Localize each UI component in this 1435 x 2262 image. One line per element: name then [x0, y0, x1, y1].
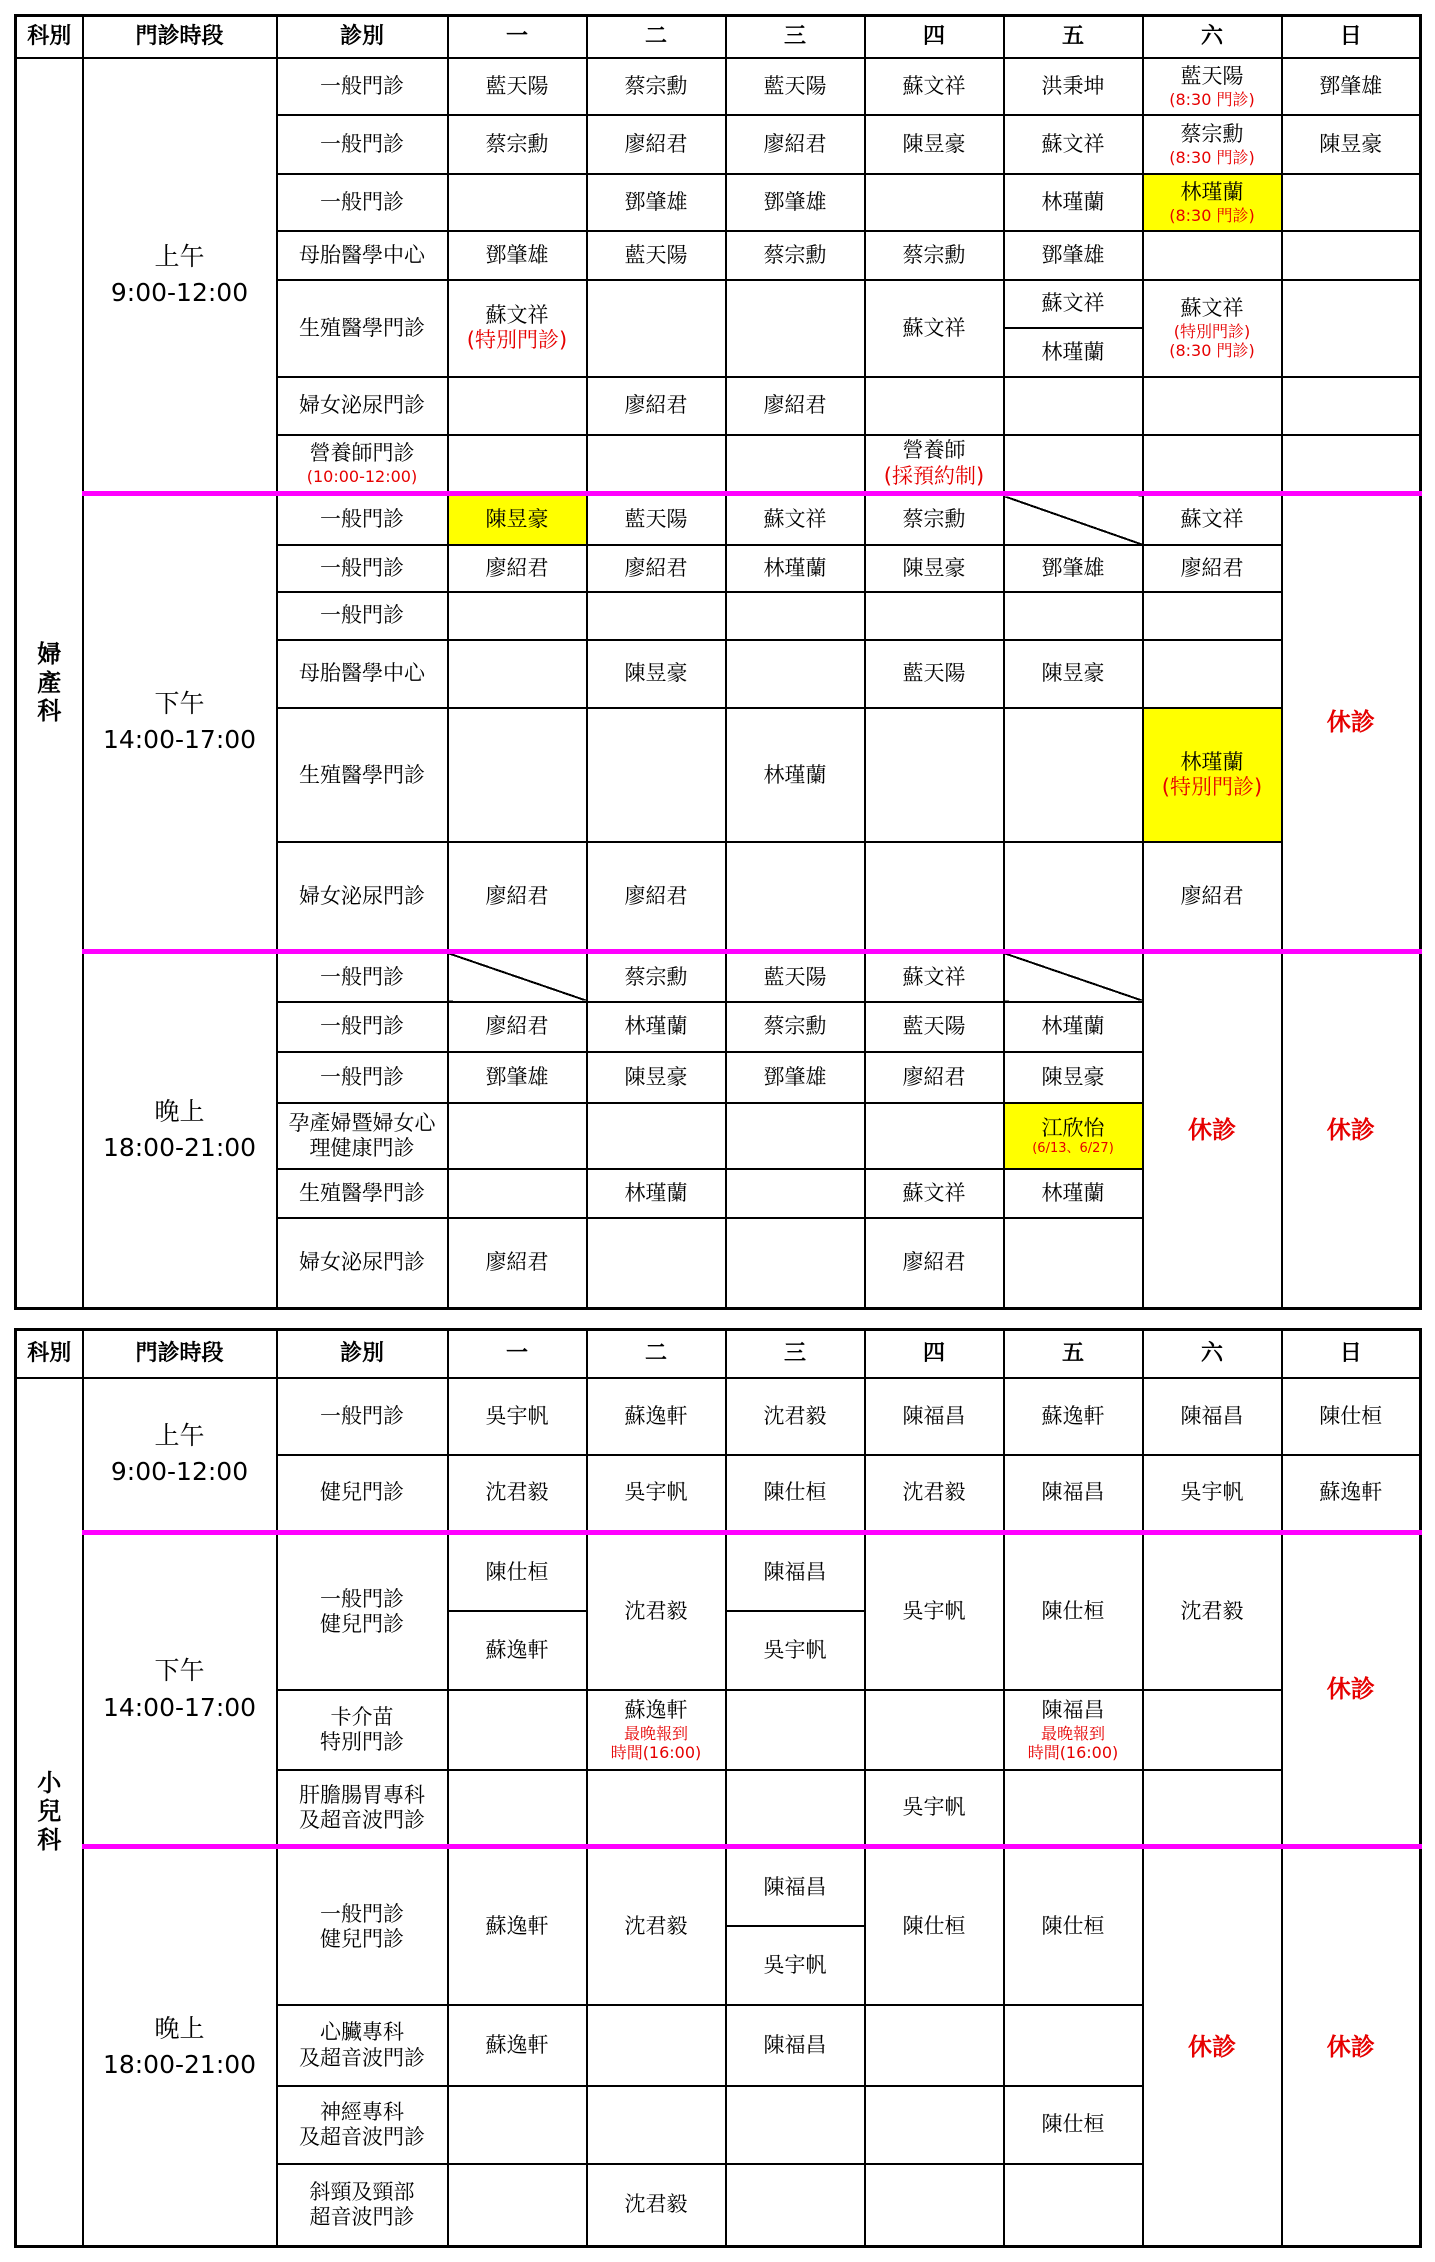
empty-cell — [865, 174, 1004, 231]
header-row — [16, 1330, 1421, 1378]
doctor-cell: 蘇文祥 — [1004, 115, 1143, 173]
period-pm: 下午 14:00-17:00 — [83, 1532, 277, 1846]
clinic-label: 一般門診 — [277, 592, 448, 639]
doctor-cell: 藍天陽 — [448, 58, 587, 115]
doctor-cell: 蔡宗勳 — [448, 115, 587, 173]
header-period: 門診時段 — [83, 16, 277, 58]
header-day-fri: 五 — [1004, 1330, 1143, 1378]
doctor-cell: 藍天陽 — [726, 951, 865, 1001]
doctor-cell: 蘇文祥 — [865, 280, 1004, 377]
header-day-fri: 五 — [1004, 16, 1143, 58]
table-row — [16, 951, 1421, 1001]
empty-cell — [1004, 842, 1143, 951]
empty-cell — [1004, 2005, 1143, 2085]
empty-cell — [448, 174, 587, 231]
doctor-cell: 蘇文祥 (特別門診) (8:30 門診) — [1143, 280, 1282, 377]
doctor-cell: 陳昱豪 — [865, 115, 1004, 173]
doctor-cell: 陳福昌 — [1143, 1378, 1282, 1455]
empty-cell — [587, 280, 726, 377]
doctor-cell-highlighted: 陳昱豪 — [448, 494, 587, 545]
doctor-cell: 廖紹君 — [448, 1218, 587, 1309]
doctor-cell: 林瑾蘭 — [1004, 174, 1143, 231]
header-day-tue: 二 — [587, 16, 726, 58]
doctor-cell: 陳仕桓 — [1282, 1378, 1421, 1455]
empty-cell — [865, 377, 1004, 435]
doctor-cell: 沈君毅 — [448, 1455, 587, 1532]
header-day-thu: 四 — [865, 1330, 1004, 1378]
empty-cell — [865, 1103, 1004, 1170]
doctor-cell: 蘇文祥 (特別門診) — [448, 280, 587, 377]
empty-cell — [1282, 231, 1421, 279]
doctor-cell: 林瑾蘭 — [726, 545, 865, 592]
clinic-label: 母胎醫學中心 — [277, 231, 448, 279]
closed-cell: 休診 — [1282, 494, 1421, 952]
doctor-cell: 營養師 (採預約制) — [865, 435, 1004, 493]
doctor-cell: 陳福昌 最晚報到 時間(16:00) — [1004, 1690, 1143, 1770]
empty-cell — [1143, 1770, 1282, 1846]
empty-cell — [1004, 435, 1143, 493]
doctor-cell: 蘇文祥 — [726, 494, 865, 545]
doctor-cell: 蔡宗勳 (8:30 門診) — [1143, 115, 1282, 173]
doctor-cell: 廖紹君 — [587, 545, 726, 592]
doctor-cell: 陳仕桓 — [448, 1532, 587, 1610]
doctor-cell: 陳福昌 — [726, 2005, 865, 2085]
doctor-cell: 廖紹君 — [726, 377, 865, 435]
doctor-cell: 藍天陽 — [587, 231, 726, 279]
doctor-cell: 洪秉坤 — [1004, 58, 1143, 115]
clinic-label: 婦女泌尿門診 — [277, 377, 448, 435]
doctor-cell: 陳仕桓 — [1004, 1532, 1143, 1690]
empty-cell — [448, 640, 587, 709]
doctor-cell-highlighted: 林瑾蘭 (8:30 門診) — [1143, 174, 1282, 231]
empty-cell — [1004, 1218, 1143, 1309]
empty-cell — [448, 2164, 587, 2246]
doctor-cell: 陳福昌 — [865, 1378, 1004, 1455]
doctor-cell: 蘇逸軒 — [448, 1847, 587, 2006]
doctor-cell: 陳仕桓 — [865, 1847, 1004, 2006]
header-day-wed: 三 — [726, 1330, 865, 1378]
doctor-cell: 沈君毅 — [587, 2164, 726, 2246]
empty-cell — [587, 435, 726, 493]
empty-cell — [726, 1770, 865, 1846]
doctor-cell: 吳宇帆 — [448, 1378, 587, 1455]
empty-cell — [726, 435, 865, 493]
clinic-label: 一般門診 — [277, 174, 448, 231]
doctor-cell: 林瑾蘭 — [1004, 328, 1143, 376]
clinic-label: 一般門診 — [277, 494, 448, 545]
empty-cell — [1004, 2164, 1143, 2246]
period-pm: 下午 14:00-17:00 — [83, 494, 277, 952]
doctor-cell: 林瑾蘭 — [726, 708, 865, 842]
doctor-cell: 陳昱豪 — [865, 545, 1004, 592]
table-row — [16, 58, 1421, 115]
clinic-label: 一般門診 健兒門診 — [277, 1847, 448, 2006]
doctor-cell: 廖紹君 — [448, 1002, 587, 1052]
doctor-cell: 廖紹君 — [1143, 842, 1282, 951]
empty-cell — [1004, 377, 1143, 435]
empty-cell — [865, 842, 1004, 951]
empty-cell — [587, 2086, 726, 2164]
period-am: 上午 9:00-12:00 — [83, 58, 277, 494]
doctor-cell: 鄧肇雄 — [587, 174, 726, 231]
doctor-cell: 陳福昌 — [726, 1532, 865, 1610]
doctor-cell: 沈君毅 — [587, 1847, 726, 2006]
doctor-cell: 林瑾蘭 — [1004, 1169, 1143, 1217]
empty-cell — [448, 1103, 587, 1170]
empty-cell — [448, 592, 587, 639]
empty-cell — [1004, 592, 1143, 639]
doctor-cell: 沈君毅 — [1143, 1532, 1282, 1690]
doctor-cell: 蔡宗勳 — [587, 58, 726, 115]
empty-cell — [448, 377, 587, 435]
clinic-label: 一般門診 — [277, 545, 448, 592]
doctor-cell: 蔡宗勳 — [587, 951, 726, 1001]
header-day-sun: 日 — [1282, 16, 1421, 58]
empty-cell — [1143, 1690, 1282, 1770]
doctor-cell: 藍天陽 — [865, 1002, 1004, 1052]
header-clinic: 診別 — [277, 16, 448, 58]
empty-cell — [726, 1218, 865, 1309]
doctor-cell: 蘇文祥 — [865, 951, 1004, 1001]
empty-cell — [587, 1218, 726, 1309]
doctor-cell: 鄧肇雄 — [726, 1052, 865, 1102]
empty-cell — [726, 1169, 865, 1217]
table-row — [16, 1847, 1421, 1926]
clinic-label: 孕產婦暨婦女心 理健康門診 — [277, 1103, 448, 1170]
doctor-cell: 吳宇帆 — [587, 1455, 726, 1532]
header-clinic: 診別 — [277, 1330, 448, 1378]
header-day-mon: 一 — [448, 1330, 587, 1378]
doctor-cell: 吳宇帆 — [865, 1770, 1004, 1846]
doctor-cell: 藍天陽 — [726, 58, 865, 115]
table-row — [16, 494, 1421, 545]
empty-cell — [448, 1770, 587, 1846]
doctor-cell: 鄧肇雄 — [1004, 545, 1143, 592]
doctor-cell: 藍天陽 — [587, 494, 726, 545]
doctor-cell: 鄧肇雄 — [1282, 58, 1421, 115]
clinic-label: 健兒門診 — [277, 1455, 448, 1532]
doctor-cell: 廖紹君 — [865, 1218, 1004, 1309]
header-dept: 科別 — [16, 16, 83, 58]
doctor-cell: 廖紹君 — [448, 842, 587, 951]
empty-cell — [448, 435, 587, 493]
clinic-label: 婦女泌尿門診 — [277, 1218, 448, 1309]
clinic-label: 一般門診 — [277, 58, 448, 115]
clinic-label: 生殖醫學門診 — [277, 280, 448, 377]
empty-cell — [726, 1103, 865, 1170]
empty-cell — [1004, 708, 1143, 842]
doctor-cell: 鄧肇雄 — [1004, 231, 1143, 279]
doctor-cell: 陳昱豪 — [1004, 1052, 1143, 1102]
table-row — [16, 1532, 1421, 1610]
empty-cell — [865, 2086, 1004, 2164]
doctor-cell: 蘇文祥 — [1004, 280, 1143, 328]
clinic-label: 一般門診 健兒門診 — [277, 1532, 448, 1690]
empty-cell — [587, 592, 726, 639]
closed-cell: 休診 — [1143, 951, 1282, 1308]
doctor-cell: 陳仕桓 — [726, 1455, 865, 1532]
empty-cell — [1282, 377, 1421, 435]
empty-cell — [587, 2005, 726, 2085]
doctor-cell: 鄧肇雄 — [448, 1052, 587, 1102]
clinic-label: 神經專科 及超音波門診 — [277, 2086, 448, 2164]
doctor-cell: 蔡宗勳 — [726, 1002, 865, 1052]
header-dept: 科別 — [16, 1330, 83, 1378]
doctor-cell: 蘇文祥 — [1143, 494, 1282, 545]
header-day-thu: 四 — [865, 16, 1004, 58]
empty-cell — [1282, 280, 1421, 377]
clinic-label: 生殖醫學門診 — [277, 1169, 448, 1217]
doctor-cell: 鄧肇雄 — [448, 231, 587, 279]
dept-peds: 小 兒 科 — [16, 1378, 83, 2247]
clinic-label: 一般門診 — [277, 1378, 448, 1455]
clinic-label: 營養師門診 (10:00-12:00) — [277, 435, 448, 493]
table-row — [16, 1378, 1421, 1455]
obgyn-schedule-table — [14, 14, 1422, 1310]
empty-cell — [726, 1690, 865, 1770]
doctor-cell: 蘇逸軒 — [448, 2005, 587, 2085]
doctor-cell: 陳昱豪 — [1282, 115, 1421, 173]
empty-cell — [448, 1690, 587, 1770]
empty-cell — [865, 708, 1004, 842]
header-day-mon: 一 — [448, 16, 587, 58]
empty-cell — [726, 2086, 865, 2164]
doctor-cell: 陳仕桓 — [1004, 2086, 1143, 2164]
empty-cell — [726, 2164, 865, 2246]
empty-cell — [448, 708, 587, 842]
no-clinic-diagonal — [1004, 951, 1143, 1001]
doctor-cell: 廖紹君 — [1143, 545, 1282, 592]
empty-cell — [865, 592, 1004, 639]
clinic-label: 一般門診 — [277, 115, 448, 173]
empty-cell — [726, 640, 865, 709]
doctor-cell: 蘇逸軒 — [448, 1611, 587, 1690]
empty-cell — [587, 1103, 726, 1170]
doctor-cell: 陳福昌 — [1004, 1455, 1143, 1532]
empty-cell — [1004, 1770, 1143, 1846]
doctor-cell: 廖紹君 — [726, 115, 865, 173]
doctor-cell: 吳宇帆 — [865, 1532, 1004, 1690]
doctor-cell: 陳仕桓 — [1004, 1847, 1143, 2006]
doctor-cell: 廖紹君 — [587, 115, 726, 173]
empty-cell — [865, 2005, 1004, 2085]
no-clinic-diagonal — [448, 951, 587, 1001]
doctor-cell: 蘇文祥 — [865, 1169, 1004, 1217]
empty-cell — [1282, 435, 1421, 493]
doctor-cell: 廖紹君 — [587, 842, 726, 951]
clinic-label: 斜頸及頸部 超音波門診 — [277, 2164, 448, 2246]
clinic-label: 肝膽腸胃專科 及超音波門診 — [277, 1770, 448, 1846]
doctor-cell: 廖紹君 — [448, 545, 587, 592]
empty-cell — [1143, 640, 1282, 709]
doctor-cell: 廖紹君 — [587, 377, 726, 435]
empty-cell — [726, 842, 865, 951]
doctor-cell: 林瑾蘭 — [587, 1002, 726, 1052]
empty-cell — [865, 2164, 1004, 2246]
empty-cell — [587, 1770, 726, 1846]
empty-cell — [1143, 435, 1282, 493]
doctor-cell: 吳宇帆 — [726, 1926, 865, 2005]
no-clinic-diagonal — [1004, 494, 1143, 545]
empty-cell — [1282, 174, 1421, 231]
doctor-cell: 沈君毅 — [726, 1378, 865, 1455]
doctor-cell: 林瑾蘭 — [587, 1169, 726, 1217]
empty-cell — [587, 708, 726, 842]
closed-cell: 休診 — [1282, 1532, 1421, 1846]
doctor-cell: 蔡宗勳 — [726, 231, 865, 279]
header-day-sat: 六 — [1143, 16, 1282, 58]
doctor-cell: 林瑾蘭 — [1004, 1002, 1143, 1052]
doctor-cell: 鄧肇雄 — [726, 174, 865, 231]
header-period: 門診時段 — [83, 1330, 277, 1378]
doctor-cell-highlighted: 江欣怡 (6/13、6/27) — [1004, 1103, 1143, 1170]
empty-cell — [448, 1169, 587, 1217]
peds-schedule-table — [14, 1328, 1422, 2248]
doctor-cell: 蔡宗勳 — [865, 494, 1004, 545]
empty-cell — [448, 2086, 587, 2164]
doctor-cell: 陳昱豪 — [1004, 640, 1143, 709]
header-row — [16, 16, 1421, 58]
doctor-cell: 沈君毅 — [587, 1532, 726, 1690]
clinic-label: 卡介苗 特別門診 — [277, 1690, 448, 1770]
doctor-cell: 藍天陽 (8:30 門診) — [1143, 58, 1282, 115]
doctor-cell: 蘇逸軒 — [587, 1378, 726, 1455]
dept-obgyn: 婦 產 科 — [16, 58, 83, 1309]
empty-cell — [726, 592, 865, 639]
doctor-cell: 沈君毅 — [865, 1455, 1004, 1532]
period-am: 上午 9:00-12:00 — [83, 1378, 277, 1533]
clinic-label: 婦女泌尿門診 — [277, 842, 448, 951]
empty-cell — [1143, 592, 1282, 639]
period-evening: 晚上 18:00-21:00 — [83, 951, 277, 1308]
closed-cell: 休診 — [1143, 1847, 1282, 2247]
doctor-cell: 吳宇帆 — [1143, 1455, 1282, 1532]
doctor-cell: 廖紹君 — [865, 1052, 1004, 1102]
empty-cell — [1143, 231, 1282, 279]
doctor-cell: 藍天陽 — [865, 640, 1004, 709]
empty-cell — [865, 1690, 1004, 1770]
doctor-cell: 陳福昌 — [726, 1847, 865, 1926]
empty-cell — [726, 280, 865, 377]
doctor-cell: 吳宇帆 — [726, 1611, 865, 1690]
clinic-label: 一般門診 — [277, 951, 448, 1001]
doctor-cell-highlighted: 林瑾蘭 (特別門診) — [1143, 708, 1282, 842]
closed-cell: 休診 — [1282, 951, 1421, 1308]
clinic-label: 一般門診 — [277, 1052, 448, 1102]
header-day-sat: 六 — [1143, 1330, 1282, 1378]
doctor-cell: 陳昱豪 — [587, 640, 726, 709]
closed-cell: 休診 — [1282, 1847, 1421, 2247]
empty-cell — [1143, 377, 1282, 435]
clinic-label: 生殖醫學門診 — [277, 708, 448, 842]
doctor-cell: 蘇文祥 — [865, 58, 1004, 115]
doctor-cell: 蘇逸軒 — [1282, 1455, 1421, 1532]
period-evening: 晚上 18:00-21:00 — [83, 1847, 277, 2247]
clinic-label: 一般門診 — [277, 1002, 448, 1052]
header-day-wed: 三 — [726, 16, 865, 58]
header-day-sun: 日 — [1282, 1330, 1421, 1378]
doctor-cell: 陳昱豪 — [587, 1052, 726, 1102]
clinic-label: 母胎醫學中心 — [277, 640, 448, 709]
doctor-cell: 蘇逸軒 — [1004, 1378, 1143, 1455]
clinic-label: 心臟專科 及超音波門診 — [277, 2005, 448, 2085]
header-day-tue: 二 — [587, 1330, 726, 1378]
doctor-cell: 蔡宗勳 — [865, 231, 1004, 279]
doctor-cell: 蘇逸軒 最晚報到 時間(16:00) — [587, 1690, 726, 1770]
